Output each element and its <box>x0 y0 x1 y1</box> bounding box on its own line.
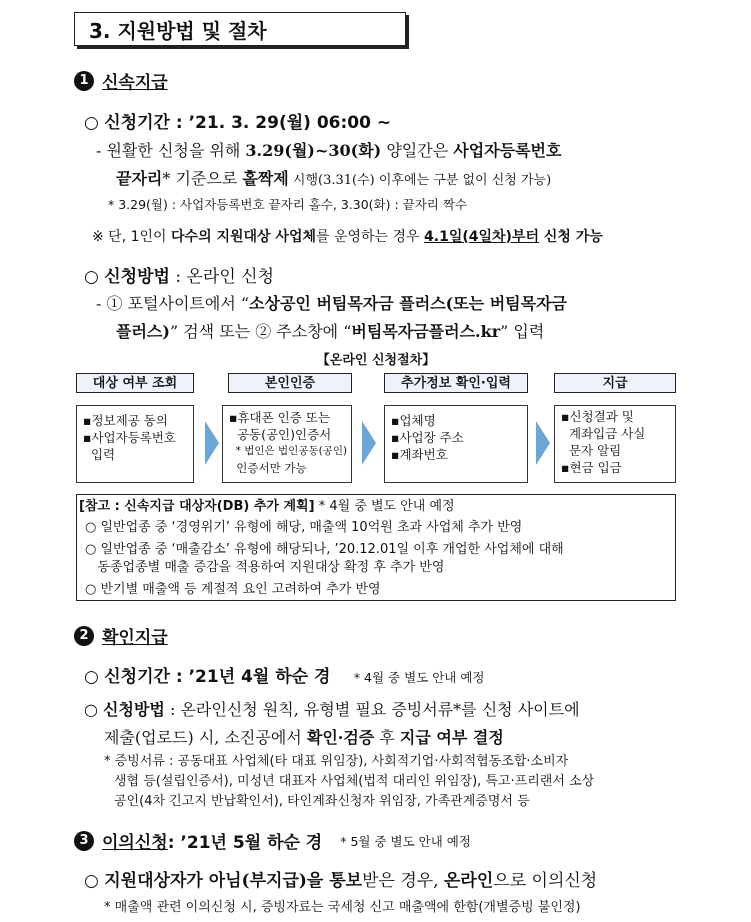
evidence-note <box>104 752 686 812</box>
step-line: ▪사업장 주소 <box>391 430 464 445</box>
section-note: * 5월 중 별도 안내 예정 <box>340 833 471 849</box>
method-label: 신청방법 <box>104 267 170 287</box>
section-number-badge: 1 <box>74 71 94 91</box>
text-bold: 소상공인 버팀목자금 플러스(또는 버팀목자금 <box>249 294 567 313</box>
text-bold: 지급 여부 결정 <box>399 728 504 747</box>
step-header: 대상 여부 조회 <box>76 373 194 393</box>
section-title: 이의신청 <box>102 833 168 853</box>
reference-item: ○ 일반업종 중 ‘경영위기’ 유형에 해당, 매출액 10억원 초과 사업체 추가 반영 <box>85 520 523 535</box>
reference-item: ○ 일반업종 중 ‘매출감소’ 유형에 해당되나, ’20.12.01일 이후 개업한 사업체에 대해 <box>85 542 564 557</box>
text-bold: 3.29(월)~30(화) <box>245 141 382 160</box>
period-line <box>84 108 391 133</box>
step-box <box>554 405 676 483</box>
method-value: : 온라인 신청 <box>169 267 275 287</box>
section-2-title <box>74 623 168 648</box>
text: - ① 포털사이트에서 “ <box>96 294 250 313</box>
text: - 원활한 신청을 위해 <box>96 141 246 160</box>
text: 후 <box>374 728 400 747</box>
step-line: ▪휴대폰 인증 또는 <box>229 410 330 425</box>
arrow-icon <box>536 421 550 465</box>
period-label: 신청기간 <box>104 667 170 687</box>
step-line: * 법인은 법인공동(공인) <box>229 445 348 457</box>
text: : 온라인신청 원칙, 유형별 필요 증빙서류*를 신청 사이트에 <box>164 700 580 719</box>
text: ※ 단, 1인이 <box>92 229 172 245</box>
objection-line <box>84 866 597 891</box>
step-line: 입력 <box>83 447 116 462</box>
text-bold: 지원대상자가 아님(부지급)을 통보 <box>104 871 363 891</box>
text-bold: 버팀목자금플러스.kr <box>351 322 501 341</box>
section-value: : ’21년 5월 하순 경 <box>167 833 323 853</box>
text: ” 검색 또는 ② 주소창에 “ <box>169 322 352 341</box>
reference-item: ○ 반기별 매출액 등 계절적 요인 고려하여 추가 반영 <box>85 582 381 597</box>
section-3-title <box>74 828 471 853</box>
text-bold: 신청 가능 <box>539 229 603 245</box>
step-line: ▪신청결과 및 <box>561 409 634 424</box>
period-value: : ’21. 3. 29(월) 06:00 ~ <box>169 113 392 133</box>
step-line: ▪정보제공 동의 <box>83 413 168 428</box>
arrow-icon <box>205 421 219 465</box>
text-bold: 끝자리 <box>116 169 163 188</box>
step-header: 추가정보 확인·입력 <box>384 373 528 393</box>
section-number-badge: 3 <box>74 831 94 851</box>
dash-line-2 <box>96 290 686 346</box>
footnote: * 매출액 관련 이의신청 시, 증빙자료는 국세청 신고 매출액에 한함(개별증빙 불인정) <box>104 900 581 915</box>
text-bold: 다수의 지원대상 사업체 <box>171 229 317 245</box>
note-line: 공인(4차 긴고지 반납확인서), 타인계좌신청자 위임장, 가족관계증명서 등 <box>114 794 530 809</box>
text: * 기준으로 <box>162 169 243 188</box>
bullet-circle: ○ <box>84 267 105 287</box>
bullet-circle: ○ <box>84 113 105 133</box>
dash-line-1 <box>96 137 686 195</box>
step-line: ▪계좌번호 <box>391 447 448 462</box>
text-bold: 홀짝제 <box>242 169 289 188</box>
step-line: 공동(공인)인증서 <box>229 427 332 442</box>
bullet-circle: ○ <box>84 871 105 891</box>
period-label: 신청기간 <box>104 113 170 133</box>
note-2 <box>92 226 603 246</box>
section-number-badge: 2 <box>74 626 94 646</box>
reference-box <box>76 494 676 601</box>
step-line: ▪업체명 <box>391 413 436 428</box>
note-line: 생협 등(설립인증서), 미성년 대표자 사업체(법적 대리인 위임장), 특고·프리랜서 소상 <box>114 774 595 789</box>
section-heading: 3. 지원방법 및 절차 <box>74 12 406 46</box>
text-bold: 확인·검증 <box>306 728 375 747</box>
arrow-icon <box>362 421 376 465</box>
step-box <box>222 405 352 483</box>
reference-note: * 4월 중 별도 안내 예정 <box>314 499 455 514</box>
step-line: 문자 알림 <box>561 443 622 458</box>
method-label: 신청방법 <box>103 700 165 719</box>
text: 양일간은 <box>381 141 454 160</box>
step-header: 지급 <box>554 373 676 393</box>
period-note: * 4월 중 별도 안내 예정 <box>353 670 485 685</box>
text-bold: 플러스) <box>116 322 170 341</box>
period-line <box>84 662 484 687</box>
reference-title-line <box>77 495 675 516</box>
method-line <box>84 696 684 752</box>
text: 으로 이의신청 <box>493 871 598 891</box>
step-header: 본인인증 <box>228 373 352 393</box>
period-value: : ’21년 4월 하순 경 <box>169 667 331 687</box>
reference-title: [참고 : 신속지급 대상자(DB) 추가 계획] <box>79 499 315 514</box>
section-1-title <box>74 68 168 93</box>
process-title: 【온라인 신청절차】 <box>316 353 436 368</box>
section-title: 신속지급 <box>102 73 168 93</box>
step-line: ▪현금 입금 <box>561 460 622 475</box>
step-box <box>76 405 194 483</box>
bullet-circle: ○ <box>84 700 104 719</box>
bullet-circle: ○ <box>84 667 105 687</box>
text-bold: 온라인 <box>444 871 494 891</box>
section-title: 확인지급 <box>102 628 168 648</box>
text: ” 입력 <box>500 322 545 341</box>
step-box <box>384 405 528 483</box>
step-line: ▪사업자등록번호 <box>83 430 176 445</box>
text: 를 운영하는 경우 <box>316 229 425 245</box>
step-line: 계좌입금 사실 <box>561 426 646 441</box>
method-line <box>84 262 274 287</box>
note-1: * 3.29(월) : 사업자등록번호 끝자리 홀수, 3.30(화) : 끝자리 짝수 <box>108 197 468 212</box>
text-bold: 사업자등록번호 <box>453 141 562 160</box>
note-line: * 증빙서류 : 공동대표 사업체(타 대표 위임장), 사회적기업·사회적협동조합·소비자 <box>104 754 569 769</box>
text-bold: 4.1일(4일차)부터 <box>424 229 540 245</box>
text: 시행(3.31(수) 이후에는 구분 없이 신청 가능) <box>288 173 552 188</box>
text: 받은 경우, <box>362 871 444 891</box>
reference-item: 동종업종별 매출 증감을 적용하여 지원대상 확정 후 추가 반영 <box>85 560 445 575</box>
text: 제출(업로드) 시, 소진공에서 <box>104 728 307 747</box>
step-line: 인증서만 가능 <box>229 461 307 475</box>
